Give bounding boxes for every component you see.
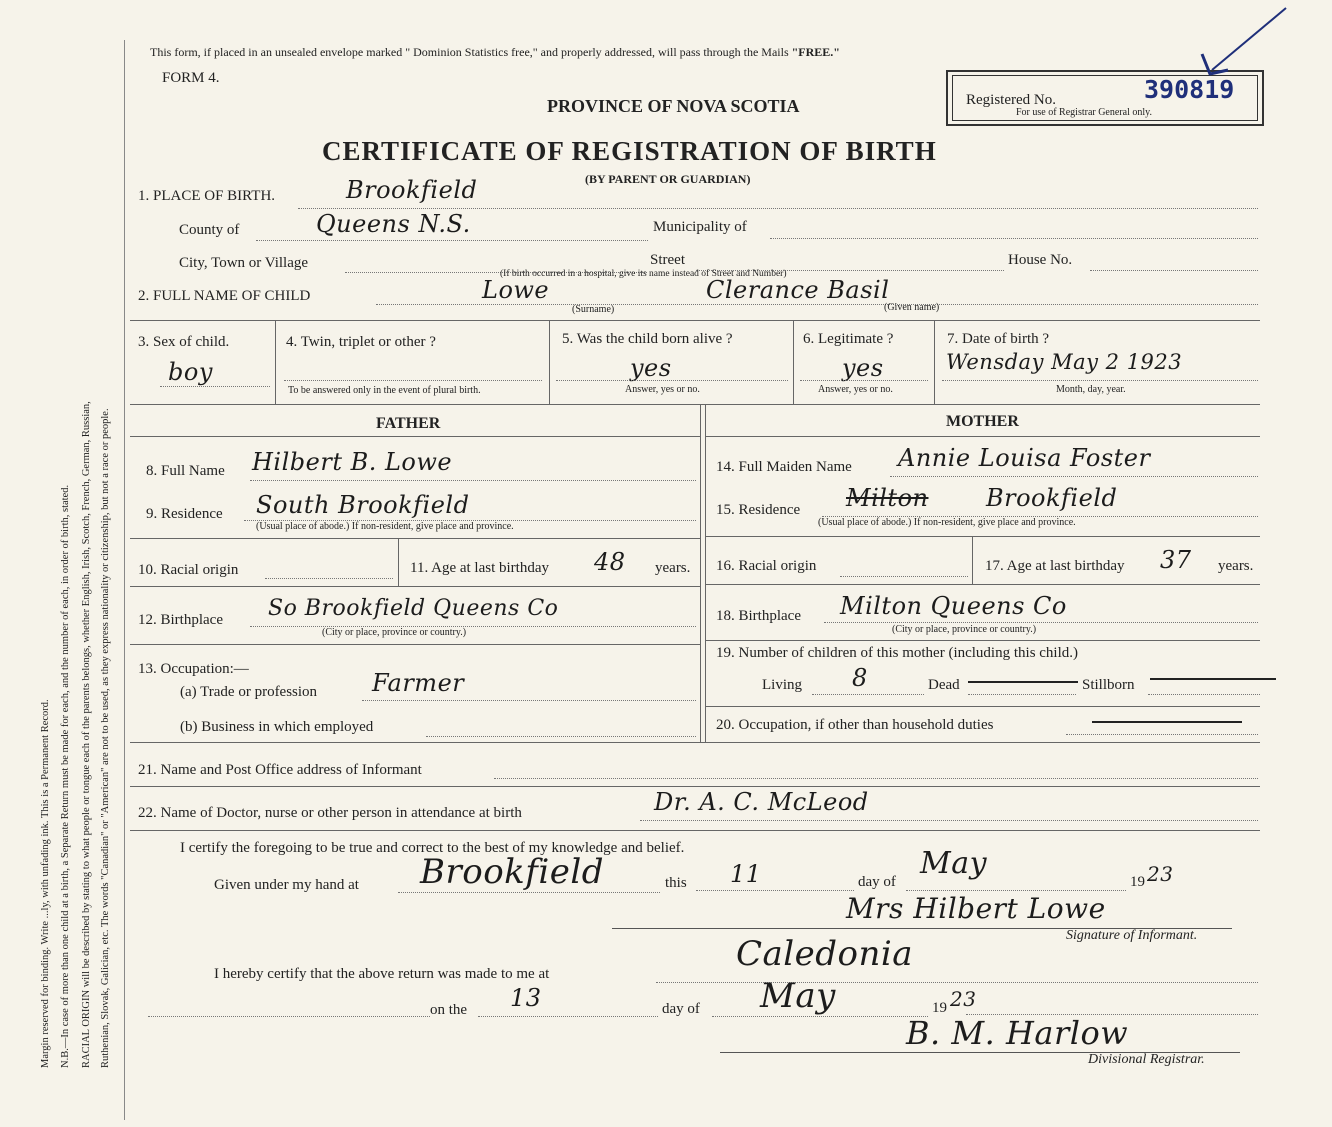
year-suffix: 23	[1147, 862, 1174, 886]
free-label: "FREE."	[791, 45, 840, 59]
county-label: County of	[179, 222, 240, 238]
mother-race-label: 16. Racial origin	[716, 558, 817, 574]
alive-note: Answer, yes or no.	[625, 384, 700, 395]
trade-label: (a) Trade or profession	[180, 684, 318, 700]
return-place-value: Caledonia	[736, 934, 914, 974]
dob-value: Wensday May 2 1923	[946, 350, 1183, 374]
given-caption: (Given name)	[884, 302, 940, 313]
mother-occupation-label: 20. Occupation, if other than household duties	[716, 717, 994, 733]
father-name-value: Hilbert B. Lowe	[252, 448, 453, 476]
form-number: FORM 4.	[162, 70, 220, 86]
surname-caption: (Surname)	[572, 304, 615, 315]
place-of-birth-label: 1. PLACE OF BIRTH.	[138, 188, 276, 204]
sex-value: boy	[168, 358, 213, 386]
this-day-value: 11	[730, 860, 762, 888]
city-label: City, Town or Village	[179, 255, 309, 271]
informant-caption: Signature of Informant.	[1066, 928, 1198, 943]
father-residence-note: (Usual place of abode.) If non-resident, give place and province.	[256, 521, 514, 532]
registrar-signature: B. M. Harlow	[906, 1014, 1129, 1052]
year-2-suffix: 23	[950, 987, 977, 1011]
registered-note: For use of Registrar General only.	[1016, 107, 1152, 118]
legitimate-label: 6. Legitimate ?	[803, 331, 894, 347]
mother-residence-struck: Milton	[846, 484, 929, 512]
certificate-title: CERTIFICATE OF REGISTRATION OF BIRTH	[322, 136, 937, 166]
informant-signature: Mrs Hilbert Lowe	[846, 892, 1106, 925]
child-surname: Lowe	[482, 276, 550, 304]
this-label: this	[665, 875, 687, 891]
father-race-label: 10. Racial origin	[138, 562, 239, 578]
county-value: Queens N.S.	[316, 210, 471, 238]
dead-label: Dead	[928, 677, 960, 693]
mother-years: years.	[1218, 558, 1254, 574]
mother-birthplace-label: 18. Birthplace	[716, 608, 801, 624]
father-birthplace-label: 12. Birthplace	[138, 612, 223, 628]
mother-residence-value: Brookfield	[986, 484, 1118, 512]
on-day-value: 13	[510, 984, 542, 1012]
mother-age-value: 37	[1160, 546, 1192, 574]
hospital-note: (If birth occurred in a hospital, give its name instead of Street and Number)	[500, 269, 787, 279]
mother-residence-note: (Usual place of abode.) If non-resident, give place and province.	[818, 517, 1076, 528]
legitimate-note: Answer, yes or no.	[818, 384, 893, 395]
certify-line: I certify the foregoing to be true and correct to the best of my knowledge and belief.	[180, 840, 685, 856]
mother-name-label: 14. Full Maiden Name	[716, 459, 852, 475]
father-name-label: 8. Full Name	[146, 463, 225, 479]
mail-notice	[150, 45, 840, 60]
sidebar-line-2: N.B.—In case of more than one child at a birth, a Separate Return must be made for each, and the number of each, in order of birth, stated.	[60, 484, 71, 1068]
arrow-mark-icon	[1198, 4, 1293, 84]
mother-name-value: Annie Louisa Foster	[898, 444, 1151, 472]
legitimate-value: yes	[842, 354, 884, 382]
sidebar-line-3: RACIAL ORIGIN will be described by stating to what people or tongue each of the parents belongs, whether English, Irish, Scotch, French, German, Russian,	[81, 401, 92, 1068]
alive-value: yes	[630, 354, 672, 382]
sidebar-line-1: Margin reserved for binding. Write ...ly, with unfading ink. This is a Permanent Record.	[40, 699, 51, 1068]
business-label: (b) Business in which employed	[180, 719, 374, 735]
twin-label: 4. Twin, triplet or other ?	[286, 334, 436, 350]
registrar-caption: Divisional Registrar.	[1088, 1052, 1205, 1067]
sex-label: 3. Sex of child.	[138, 334, 230, 350]
father-birthplace-value: So Brookfield Queens Co	[268, 596, 559, 621]
sidebar-instructions	[0, 0, 124, 1127]
living-label: Living	[762, 677, 802, 693]
trade-value: Farmer	[372, 669, 465, 697]
registered-number: 390819	[1144, 75, 1235, 104]
child-given-name: Clerance Basil	[706, 276, 890, 304]
given-under-label: Given under my hand at	[214, 877, 359, 893]
father-years: years.	[655, 560, 691, 576]
municipality-label: Municipality of	[653, 219, 747, 235]
day-of-label: day of	[858, 874, 896, 890]
twin-note: To be answered only in the event of plural birth.	[288, 385, 481, 396]
doctor-label: 22. Name of Doctor, nurse or other person in attendance at birth	[138, 805, 522, 821]
father-residence-value: South Brookfield	[256, 491, 470, 519]
mother-birthplace-note: (City or place, province or country.)	[892, 624, 1037, 635]
mother-age-label: 17. Age at last birthday	[985, 558, 1125, 574]
place-of-birth-value: Brookfield	[346, 176, 478, 204]
father-age-label: 11. Age at last birthday	[410, 560, 549, 576]
stillborn-label: Stillborn	[1082, 677, 1135, 693]
return-label: I hereby certify that the above return was made to me at	[214, 966, 550, 982]
father-age-value: 48	[594, 548, 626, 576]
month-value: May	[920, 846, 988, 881]
on-the-label: on the	[430, 1002, 468, 1018]
day-of-2-label: day of	[662, 1001, 700, 1017]
year-2-prefix: 19	[932, 1000, 947, 1016]
living-value: 8	[852, 664, 868, 692]
informant-label: 21. Name and Post Office address of Informant	[138, 762, 422, 778]
house-label: House No.	[1008, 252, 1073, 268]
dob-label: 7. Date of birth ?	[947, 331, 1050, 347]
child-name-label: 2. FULL NAME OF CHILD	[138, 288, 311, 304]
dob-note: Month, day, year.	[1056, 384, 1126, 395]
alive-label: 5. Was the child born alive ?	[562, 331, 733, 347]
registered-label: Registered No.	[966, 92, 1056, 108]
children-label: 19. Number of children of this mother (including this child.)	[716, 645, 1079, 661]
margin-rule	[124, 40, 125, 1120]
mother-birthplace-value: Milton Queens Co	[840, 592, 1067, 620]
doctor-value: Dr. A. C. McLeod	[654, 788, 869, 816]
mail-notice-text: This form, if placed in an unsealed envelope marked " Dominion Statistics free," and properly addressed, will pass through the Mails	[150, 45, 789, 59]
occupation-label: 13. Occupation:—	[138, 661, 249, 677]
province-title: PROVINCE OF NOVA SCOTIA	[547, 96, 800, 116]
father-birthplace-note: (City or place, province or country.)	[322, 627, 467, 638]
sidebar-line-4: Ruthenian, Slovak, Galician, etc. The words "Canadian" or "American" are not to be used, as they express nationality or citizenship, but not a race or people.	[100, 408, 111, 1068]
given-place-value: Brookfield	[420, 852, 604, 892]
mother-heading: MOTHER	[946, 413, 1019, 430]
street-label: Street	[650, 252, 685, 268]
mother-residence-label: 15. Residence	[716, 502, 801, 518]
certificate-subtitle: (BY PARENT OR GUARDIAN)	[585, 172, 751, 186]
father-heading: FATHER	[376, 415, 441, 432]
father-residence-label: 9. Residence	[146, 506, 223, 522]
month-2-value: May	[760, 976, 836, 1016]
year-prefix: 19	[1130, 874, 1145, 890]
